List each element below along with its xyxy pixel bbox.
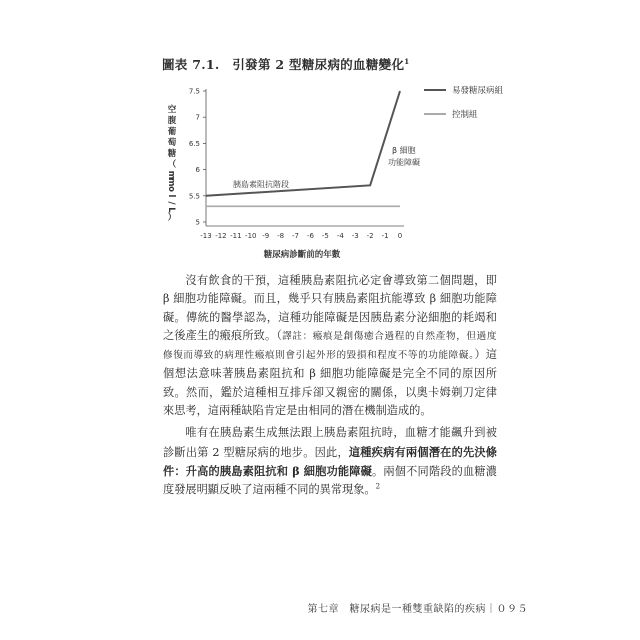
chart-axes bbox=[206, 89, 404, 226]
x-tick-label: -2 bbox=[366, 232, 374, 240]
legend-label: 控制組 bbox=[452, 110, 478, 120]
x-tick-label: -7 bbox=[292, 232, 300, 240]
x-tick-label: 0 bbox=[397, 232, 403, 240]
y-label-char: l bbox=[166, 194, 176, 198]
y-axis-label bbox=[166, 104, 177, 223]
y-label-char: 腹 bbox=[167, 116, 177, 126]
y-label-char: 空 bbox=[167, 105, 177, 115]
paragraph-1 bbox=[163, 272, 497, 420]
x-tick-label: -1 bbox=[381, 232, 389, 240]
y-tick-label: 6 bbox=[195, 166, 200, 175]
chart-ticks bbox=[189, 88, 402, 241]
annotation-beta-cell-line1: β 細胞 bbox=[392, 146, 416, 155]
paragraph-1-part-b: ）這個想法意味著胰島素阻抗和 β 細胞功能障礙是完全不同的原因所致。然而，鑑於這種相互排斥卻又親密的關係，以奧卡姆剃刀定律來思考，這兩種缺陷肯定是由相同的潛在機制造成的。 bbox=[163, 348, 497, 418]
figure-title-ref: 1 bbox=[404, 56, 410, 66]
paragraph-2-ref: 2 bbox=[375, 482, 381, 491]
y-tick-label: 5.5 bbox=[188, 192, 200, 201]
y-tick-label: 7 bbox=[195, 113, 200, 122]
x-axis-label: 糖尿病診斷前的年數 bbox=[263, 250, 341, 260]
y-label-char: o bbox=[166, 186, 176, 192]
y-label-char: ） bbox=[167, 213, 177, 223]
y-label-char: m bbox=[166, 177, 176, 187]
x-tick-label: -5 bbox=[321, 232, 329, 240]
y-label-char: m bbox=[166, 170, 176, 180]
y-label-char: L bbox=[166, 207, 176, 213]
x-tick-label: -4 bbox=[336, 232, 344, 240]
paragraph-2-part-b: 。兩個不同階段的血糖濃度發展明顯反映了這兩種不同的異常現象。 bbox=[163, 464, 497, 497]
paragraph-2 bbox=[163, 424, 497, 499]
translator-note: 譯註：瘢痕是創傷癒合過程的自然產物，但過度修復而導致的病理性瘢痕則會引起外形的毀損和程度不等的功能障礙。 bbox=[163, 330, 498, 362]
chart-legend bbox=[424, 85, 504, 120]
paragraph-2-bold: 這種疾病有兩個潛在的先決條件：升高的胰島素阻抗和 β 細胞功能障礙 bbox=[163, 444, 497, 478]
chart bbox=[0, 0, 640, 270]
y-tick-label: 7.5 bbox=[188, 87, 200, 96]
paragraph-1-part-a: 沒有飲食的干預，這種胰島素阻抗必定會導致第二個問題，即 β 細胞功能障礙。而且，幾乎只有胰島素阻抗能導致 β 細胞功能障礙。傳統的醫學認為，這種功能障礙是因胰島素分泌細胞的耗竭和之後產生的瘢痕所致。（ bbox=[163, 274, 497, 342]
y-tick-label: 5 bbox=[195, 218, 200, 227]
x-tick-label: -9 bbox=[262, 232, 270, 240]
legend-label: 易發糖尿病組 bbox=[452, 86, 504, 96]
figure-title-text: 圖表 7.1. 引發第 2 型糖尿病的血糖變化 bbox=[162, 57, 405, 72]
body-text bbox=[163, 272, 497, 500]
x-tick-label: -11 bbox=[230, 232, 242, 240]
y-label-char: 葡 bbox=[167, 127, 177, 137]
x-tick-label: -13 bbox=[200, 232, 212, 240]
paragraph-2-part-a: 唯有在胰島素生成無法跟上胰島素阻抗時，血糖才能飆升到被診斷出第 2 型糖尿病的地步。因此， bbox=[163, 426, 497, 459]
annotation-beta-cell-line2: 功能障礙 bbox=[388, 158, 420, 167]
x-tick-label: -3 bbox=[351, 232, 359, 240]
y-label-char: （ bbox=[167, 160, 177, 170]
x-tick-label: -6 bbox=[306, 232, 314, 240]
y-label-char: 糖 bbox=[167, 149, 177, 159]
x-tick-label: -12 bbox=[215, 232, 227, 240]
x-tick-label: -8 bbox=[277, 232, 285, 240]
page-footer: 第七章 糖尿病是一種雙重缺陷的疾病｜０９５ bbox=[307, 604, 528, 615]
y-tick-label: 6.5 bbox=[188, 139, 200, 148]
y-label-char: 萄 bbox=[167, 138, 177, 148]
y-label-char: / bbox=[166, 201, 176, 205]
x-tick-label: -10 bbox=[245, 232, 257, 240]
annotation-insulin-resistance: 胰島素阻抗階段 bbox=[233, 180, 289, 189]
